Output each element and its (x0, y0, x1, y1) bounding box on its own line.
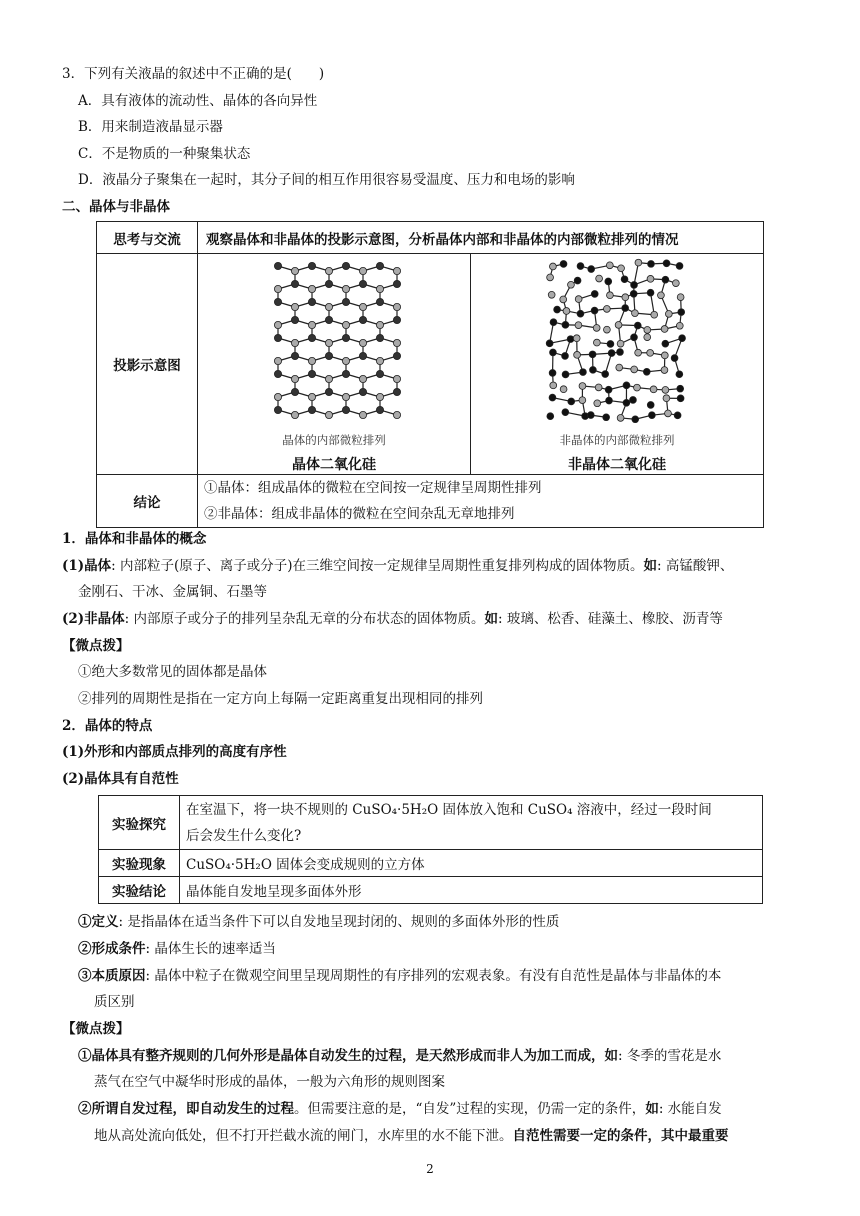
atom (663, 395, 670, 402)
atom (325, 280, 332, 287)
atom (291, 339, 298, 346)
atom (325, 339, 332, 346)
atom (616, 364, 623, 371)
atom (603, 305, 610, 312)
atom (393, 316, 400, 323)
atom (631, 281, 638, 288)
atom (359, 388, 366, 395)
atom (577, 310, 584, 317)
atom (593, 339, 600, 346)
atom (342, 262, 349, 269)
amorphous-diagram-cell (471, 254, 764, 475)
atom (661, 326, 668, 333)
atom (588, 266, 595, 273)
atom (393, 339, 400, 346)
atom (308, 321, 315, 328)
atom (291, 267, 298, 274)
atom (393, 267, 400, 274)
subsection-title-features: 2．晶体的特点 (62, 718, 153, 734)
atom (554, 306, 561, 313)
amorphous-caption-small: 非晶体的内部微粒排列 (559, 433, 675, 447)
atom (672, 280, 679, 287)
exp-text-explore (180, 796, 763, 850)
crystal-examples-start: : 高锰酸钾、 (657, 558, 734, 574)
atom (631, 334, 638, 341)
atom (648, 412, 655, 419)
atom (606, 397, 613, 404)
atom (577, 263, 584, 270)
atom (579, 383, 586, 390)
atom (644, 334, 651, 341)
atom (647, 402, 654, 409)
atom (274, 370, 281, 377)
atom (376, 370, 383, 377)
atom (550, 319, 557, 326)
atom (393, 411, 400, 418)
crystal-definition-text: : 内部粒子(原子、离子或分子)在三维空间按一定规律呈周期性重复排列构成的固体物质。 (111, 558, 644, 574)
atom (617, 340, 624, 347)
atom (562, 409, 569, 416)
atom (325, 316, 332, 323)
atom (546, 340, 553, 347)
atom (549, 370, 556, 377)
atom (623, 382, 630, 389)
question-stem: 3．下列有关液晶的叙述中不正确的是( ) (62, 66, 325, 82)
atom (291, 280, 298, 287)
atom (568, 398, 575, 405)
atom (308, 406, 315, 413)
crystal-diagram-cell (198, 254, 471, 475)
atom (359, 280, 366, 287)
atom (376, 285, 383, 292)
atom (662, 276, 669, 283)
example-marker: 如 (484, 611, 499, 627)
conclusion-amorphous: ②非晶体：组成非晶体的微粒在空间杂乱无章地排列 (204, 506, 515, 522)
exp-label-conclusion: 实验结论 (99, 877, 180, 904)
atom (665, 410, 672, 417)
atom (560, 261, 567, 268)
atom (274, 321, 281, 328)
atom (393, 388, 400, 395)
atom (342, 406, 349, 413)
exp-text-line-2: 后会发生什么变化? (186, 827, 302, 844)
atom (342, 298, 349, 305)
exp-text-line-1: 在室温下，将一块不规则的 CuSO₄·5H₂O 固体放入饱和 CuSO₄ 溶液中，经过一段时间 (186, 801, 712, 818)
atom (274, 285, 281, 292)
atom (589, 351, 596, 358)
tip2-item-2-text: 。但需要注意的是，“自发”过程的实现，仍需一定的条件， (294, 1101, 646, 1117)
atom (274, 298, 281, 305)
option-b: B．用来制造液晶显示器 (78, 119, 223, 135)
crystal-examples-cont: 金刚石、干冰、金属铜、石墨等 (78, 584, 267, 600)
atom (665, 310, 672, 317)
atom (291, 303, 298, 310)
amorphous-definition-text: : 内部原子或分子的排列呈杂乱无章的分布状态的固体物质。 (124, 611, 485, 627)
atom (342, 285, 349, 292)
atom (274, 393, 281, 400)
atom (608, 350, 615, 357)
atom (549, 394, 556, 401)
atom (677, 294, 684, 301)
atom (591, 307, 598, 314)
atom (393, 303, 400, 310)
atom (677, 395, 684, 402)
tip2-item-2-cont (94, 1126, 729, 1146)
atom (617, 415, 624, 422)
atom (647, 275, 654, 282)
atom (661, 352, 668, 359)
atom (679, 335, 686, 342)
atom (634, 322, 641, 329)
tip2-title: 【微点拨】 (62, 1021, 130, 1037)
atom (376, 393, 383, 400)
atom (662, 340, 669, 347)
amorphous-network-diagram (471, 254, 763, 430)
atom (622, 294, 629, 301)
atom (632, 310, 639, 317)
tip2-item-1-bold: ①晶体具有整齐规则的几何外形是晶体自动发生的过程，是天然形成而非人为加工而成，如 (78, 1048, 618, 1064)
tip2-item-2-cont-text: 地从高处流向低处，但不打开拦截水流的闸门，水库里的水不能下泄。 (94, 1128, 513, 1144)
atom (662, 387, 669, 394)
atom (325, 411, 332, 418)
atom (308, 393, 315, 400)
crystal-comparison-table (96, 221, 764, 528)
atom (325, 388, 332, 395)
atom (308, 334, 315, 341)
atom (674, 412, 681, 419)
atom (677, 385, 684, 392)
atom (615, 321, 622, 328)
table-header-right: 观察晶体和非晶体的投影示意图，分析晶体内部和非晶体的内部微粒排列的情况 (198, 222, 764, 254)
atom (568, 281, 575, 288)
atom (342, 357, 349, 364)
atom (291, 411, 298, 418)
atom (376, 262, 383, 269)
atom (580, 369, 587, 376)
atom (623, 399, 630, 406)
atom (604, 326, 611, 333)
atom (550, 382, 557, 389)
atom (274, 262, 281, 269)
atom (618, 265, 625, 272)
atom (308, 262, 315, 269)
atom (671, 355, 678, 362)
crystal-definition (62, 556, 733, 576)
atom (359, 411, 366, 418)
atom (291, 316, 298, 323)
option-d: D．液晶分子聚集在一起时，其分子间的相互作用很容易受温度、压力和电场的影响 (78, 172, 575, 188)
crystal-caption-small: 晶体的内部微粒排列 (282, 433, 386, 447)
atom (603, 414, 610, 421)
atom (605, 278, 612, 285)
option-a: A．具有液体的流动性、晶体的各向异性 (78, 93, 318, 109)
atom (562, 321, 569, 328)
amorphous-examples: : 玻璃、松香、硅藻土、橡胶、沥青等 (498, 611, 723, 627)
atom (647, 349, 654, 356)
option-c: C．不是物质的一种聚集状态 (78, 146, 251, 162)
atom (376, 334, 383, 341)
point-label: ②形成条件 (78, 941, 146, 957)
term-amorphous: (2)非晶体 (62, 611, 125, 627)
atom (631, 366, 638, 373)
atom (678, 309, 685, 316)
atom (393, 352, 400, 359)
atom (643, 368, 650, 375)
crystal-caption: 晶体二氧化硅 (292, 457, 376, 473)
atom (563, 308, 570, 315)
atom (393, 280, 400, 287)
atom (359, 303, 366, 310)
atom (547, 274, 554, 281)
atom (562, 353, 569, 360)
atom (376, 406, 383, 413)
tip2-item-2-text-2: : 水能自发 (658, 1101, 722, 1117)
atom (342, 370, 349, 377)
atom (575, 322, 582, 329)
atom (593, 324, 600, 331)
atom (647, 289, 654, 296)
point-text: : 是指晶体在适当条件下可以自发地呈现封闭的、规则的多面体外形的性质 (118, 914, 560, 930)
atom (550, 349, 557, 356)
atom (607, 341, 614, 348)
amorphous-definition (62, 609, 723, 629)
tip-title: 【微点拨】 (62, 638, 130, 654)
atom (661, 367, 668, 374)
feature-1: (1)外形和内部质点排列的高度有序性 (62, 744, 287, 760)
point-definition (78, 912, 559, 932)
atom (590, 366, 597, 373)
conclusion-cell (198, 475, 764, 528)
tip2-item-2-bold: ②所谓自发过程，即自动发生的过程 (78, 1101, 294, 1117)
atom (274, 357, 281, 364)
section-title: 二、晶体与非晶体 (62, 199, 170, 215)
atom (308, 370, 315, 377)
point-label: ③本质原因 (78, 968, 146, 984)
atom (560, 386, 567, 393)
tip2-item-2 (78, 1099, 722, 1119)
atom (359, 267, 366, 274)
atom (547, 413, 554, 420)
atom (376, 321, 383, 328)
atom (359, 375, 366, 382)
atom (602, 371, 609, 378)
atom (648, 260, 655, 267)
atom (308, 298, 315, 305)
atom (651, 311, 658, 318)
tip2-item-1-text: : 冬季的雪花是水 (618, 1048, 722, 1064)
atom (676, 262, 683, 269)
atom (650, 386, 657, 393)
atom (587, 412, 594, 419)
feature-2: (2)晶体具有自范性 (62, 771, 179, 787)
atom (359, 352, 366, 359)
atom (359, 316, 366, 323)
crystal-lattice-diagram (198, 254, 470, 430)
amorphous-caption: 非晶体二氧化硅 (568, 457, 666, 473)
point-text: : 晶体生长的速率适当 (145, 941, 276, 957)
atom (630, 397, 637, 404)
atom (676, 322, 683, 329)
atom (291, 388, 298, 395)
page-number: 2 (426, 1162, 434, 1176)
atom (325, 303, 332, 310)
atom (630, 290, 637, 297)
atom (574, 351, 581, 358)
subsection-title-concepts: 1．晶体和非晶体的概念 (62, 531, 207, 547)
atom (274, 406, 281, 413)
exp-label-phenomenon: 实验现象 (99, 850, 180, 877)
atom (550, 263, 557, 270)
atom (634, 384, 641, 391)
exp-text-conclusion: 晶体能自发地呈现多面体外形 (180, 877, 763, 904)
atom (663, 260, 670, 267)
example-marker: 如 (643, 558, 658, 574)
atom (591, 290, 598, 297)
atom (291, 375, 298, 382)
tip2-item-1 (78, 1046, 721, 1066)
atom (617, 349, 624, 356)
atom (342, 334, 349, 341)
atom (596, 275, 603, 282)
atom (658, 292, 665, 299)
atom (605, 386, 612, 393)
atom (325, 352, 332, 359)
atom (274, 334, 281, 341)
atom (560, 296, 567, 303)
tip-item-1: ①绝大多数常见的固体都是晶体 (78, 664, 267, 680)
tip2-item-1-cont: 蒸气在空气中凝华时形成的晶体，一般为六角形的规则图案 (94, 1074, 445, 1090)
atom (635, 259, 642, 266)
atom (562, 371, 569, 378)
experiment-table (98, 795, 763, 904)
atom (325, 267, 332, 274)
point-label: ①定义 (78, 914, 119, 930)
tip2-item-2-cont-bold: 自范性需要一定的条件，其中最重要 (512, 1128, 729, 1144)
atom (644, 327, 651, 334)
atom (621, 276, 628, 283)
atom (575, 296, 582, 303)
atom (308, 285, 315, 292)
point-cause-cont: 质区别 (94, 994, 135, 1010)
row-label-conclusion: 结论 (97, 475, 198, 528)
atom (579, 397, 586, 404)
atom (548, 291, 555, 298)
atom (342, 321, 349, 328)
atom (594, 400, 601, 407)
atom (342, 393, 349, 400)
atom (308, 357, 315, 364)
atom (376, 357, 383, 364)
term-crystal: (1)晶体 (62, 558, 112, 574)
exp-text-phenomenon: CuSO₄·5H₂O 固体会变成规则的立方体 (180, 850, 763, 877)
example-marker: 如 (645, 1101, 659, 1117)
atom (676, 371, 683, 378)
atom (632, 416, 639, 423)
exp-label-explore: 实验探究 (99, 796, 180, 850)
atom (606, 262, 613, 269)
atom (393, 375, 400, 382)
atom (291, 352, 298, 359)
atom (325, 375, 332, 382)
conclusion-crystal: ①晶体：组成晶体的微粒在空间按一定规律呈周期性排列 (204, 480, 542, 496)
atom (376, 298, 383, 305)
tip-item-2: ②排列的周期性是指在一定方向上每隔一定距离重复出现相同的排列 (78, 691, 483, 707)
atom (359, 339, 366, 346)
table-header-left: 思考与交流 (97, 222, 198, 254)
atom (573, 335, 580, 342)
atom (622, 305, 629, 312)
atom (607, 292, 614, 299)
atom (635, 349, 642, 356)
atom (567, 336, 574, 343)
point-condition (78, 939, 276, 959)
atom (574, 277, 581, 284)
row-label-diagram: 投影示意图 (97, 254, 198, 475)
point-text: : 晶体中粒子在微观空间里呈现周期性的有序排列的宏观表象。有没有自范性是晶体与非晶体的本 (145, 968, 722, 984)
atom (595, 384, 602, 391)
point-cause (78, 966, 721, 986)
